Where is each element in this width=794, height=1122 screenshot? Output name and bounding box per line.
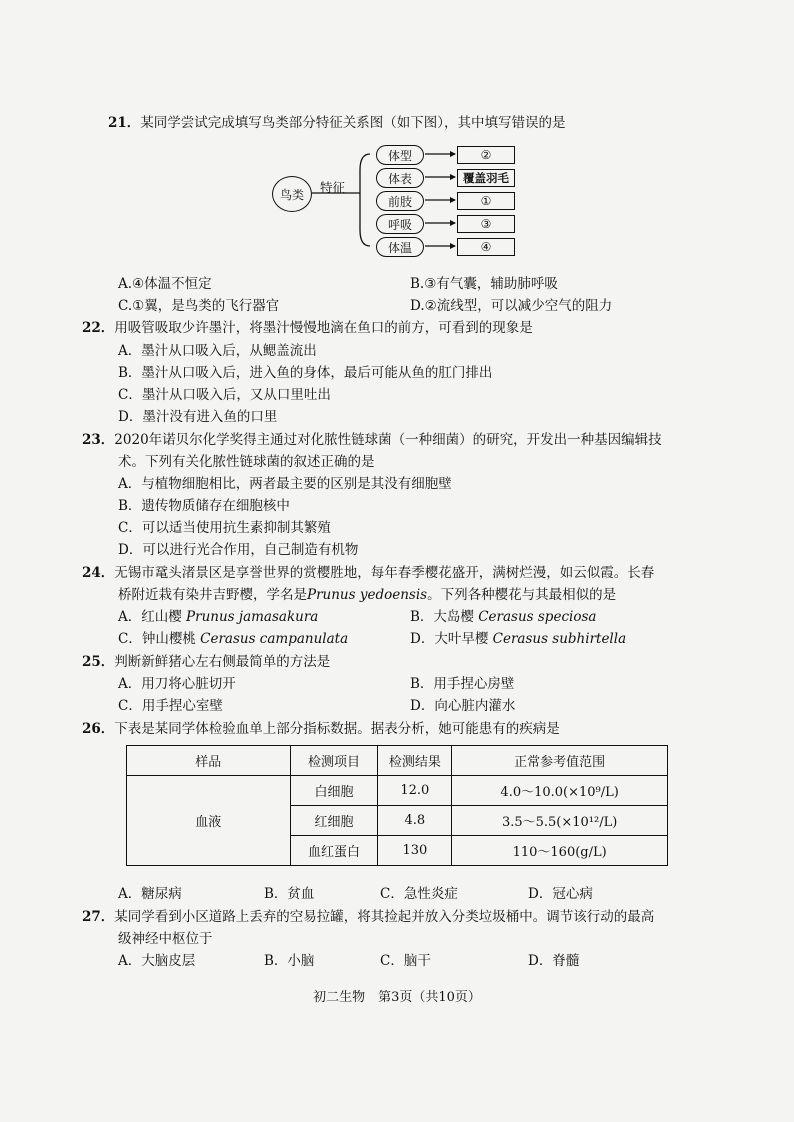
table-cell-item: 血红蛋白 <box>290 836 378 866</box>
q27 <box>82 905 654 925</box>
q24-option-d-cn: D．大叶早樱 <box>410 631 489 647</box>
q21-option-c: C.①翼，是鸟类的飞行器官 <box>118 298 280 314</box>
q24-option-c-latin: Cerasus campanulata <box>200 631 349 647</box>
q26-number: 26． <box>82 721 115 737</box>
q23-option-b: B．遗传物质储存在细胞核中 <box>118 498 290 514</box>
q21-stem: 某同学尝试完成填写鸟类部分特征关系图（如下图），其中填写错误的是 <box>140 115 566 131</box>
diagram-root-oval: 鸟类 <box>272 176 312 212</box>
q26-option-c: C．急性炎症 <box>380 886 458 902</box>
q24 <box>82 561 654 581</box>
q22 <box>82 316 533 336</box>
q23-option-d: D．可以进行光合作用，自己制造有机物 <box>118 542 359 558</box>
bird-feature-diagram <box>270 140 530 265</box>
q24-option-b-cn: B．大岛樱 <box>410 609 474 625</box>
table-cell-range: 4.0～10.0(×10⁹/L) <box>452 776 668 806</box>
q26 <box>82 717 560 737</box>
q26-option-d: D．冠心病 <box>528 886 593 902</box>
q27-option-a: A．大脑皮层 <box>118 953 196 969</box>
table-header-row <box>127 746 668 776</box>
q24-latin-name: Prunus yedoensis <box>307 587 428 603</box>
q24-option-d <box>410 627 626 647</box>
table-cell-result: 4.8 <box>378 806 452 836</box>
q26-option-b: B．贫血 <box>264 886 315 902</box>
q26-option-a: A．糖尿病 <box>118 886 182 902</box>
q23-option-a: A．与植物细胞相比，两者最主要的区别是其没有细胞壁 <box>118 476 452 492</box>
q21-option-a: A.④体温不恒定 <box>118 276 212 292</box>
q24-option-d-latin: Cerasus subhirtella <box>492 631 627 647</box>
q21-option-d: D.②流线型，可以减少空气的阻力 <box>410 298 613 314</box>
diagram-box-4: ④ <box>457 238 515 256</box>
q24-number: 24． <box>82 565 115 581</box>
diagram-box-2: ② <box>457 146 515 164</box>
page-footer: 初二生物 第3页（共10页） <box>313 990 481 1005</box>
table-cell-item: 红细胞 <box>290 806 378 836</box>
q22-number: 22． <box>82 320 115 336</box>
q24-option-a-cn: A．红山樱 <box>118 609 182 625</box>
diagram-box-3: ③ <box>457 215 515 233</box>
table-row <box>127 776 668 806</box>
q23-number: 23． <box>82 432 115 448</box>
q23-stem-line1: 2020年诺贝尔化学奖得主通过对化脓性链球菌（一种细菌）的研究，开发出一种基因编辑技 <box>114 432 662 448</box>
q27-stem-line2: 级神经中枢位于 <box>118 931 213 947</box>
q25-option-a: A．用刀将心脏切开 <box>118 676 236 692</box>
q25-option-d: D．向心脏内灌水 <box>410 698 516 714</box>
diagram-box-feathers: 覆盖羽毛 <box>457 169 515 187</box>
diagram-label-forelimb: 前肢 <box>376 191 424 211</box>
q21-option-b: B.③有气囊，辅助肺呼吸 <box>410 276 558 292</box>
q27-option-c: C．脑干 <box>380 953 431 969</box>
table-cell-range: 3.5～5.5(×10¹²/L) <box>452 806 668 836</box>
table-cell-result: 12.0 <box>378 776 452 806</box>
q22-option-b: B．墨汁从口吸入后，进入鱼的身体，最后可能从鱼的肛门排出 <box>118 365 493 381</box>
q26-stem: 下表是某同学体检验血单上部分指标数据。据表分析，她可能患有的疾病是 <box>114 721 560 737</box>
q24-option-a <box>118 605 318 625</box>
q21 <box>108 111 566 131</box>
diagram-link-label: 特征 <box>320 180 346 195</box>
q23 <box>82 428 662 448</box>
q24-stem-line2 <box>118 583 616 603</box>
q23-option-c: C．可以适当使用抗生素抑制其繁殖 <box>118 520 331 536</box>
q27-number: 27． <box>82 909 115 925</box>
diagram-label-body-shape: 体型 <box>376 145 424 165</box>
q24-stem-line2-start: 桥附近栽有染井吉野樱，学名是 <box>118 587 307 603</box>
table-header-sample: 样品 <box>127 746 291 776</box>
q25-stem: 判断新鲜猪心左右侧最简单的方法是 <box>114 654 331 670</box>
table-cell-result: 130 <box>378 836 452 866</box>
q24-option-c-cn: C．钟山樱桃 <box>118 631 196 647</box>
q24-option-b <box>410 605 596 625</box>
q25-number: 25． <box>82 654 115 670</box>
table-header-result: 检测结果 <box>378 746 452 776</box>
q25-option-b: B．用手捏心房壁 <box>410 676 515 692</box>
q22-option-c: C．墨汁从口吸入后，又从口里吐出 <box>118 387 331 403</box>
q24-stem-line2-end: 。下列各种樱花与其最相似的是 <box>427 587 617 603</box>
diagram-label-body-temp: 体温 <box>376 237 424 257</box>
q24-option-c <box>118 627 348 647</box>
q27-option-d: D．脊髓 <box>528 953 580 969</box>
q22-option-a: A．墨汁从口吸入后，从鳃盖流出 <box>118 343 317 359</box>
q24-stem-line1: 无锡市鼋头渚景区是享誉世界的赏樱胜地，每年春季樱花盛开，满树烂漫，如云似霞。长春 <box>114 565 655 581</box>
blood-test-table <box>126 745 668 866</box>
q24-option-a-latin: Prunus jamasakura <box>186 609 319 625</box>
q23-stem-line2: 术。下列有关化脓性链球菌的叙述正确的是 <box>118 454 375 470</box>
q25-option-c: C．用手捏心室壁 <box>118 698 223 714</box>
q22-option-d: D．墨汁没有进入鱼的口里 <box>118 409 278 425</box>
table-cell-range: 110～160(g/L) <box>452 836 668 866</box>
q27-option-b: B．小脑 <box>264 953 315 969</box>
q21-number: 21． <box>108 115 141 131</box>
diagram-label-body-surface: 体表 <box>376 168 424 188</box>
q24-option-b-latin: Cerasus speciosa <box>478 609 597 625</box>
table-cell-sample: 血液 <box>127 776 291 866</box>
table-cell-item: 白细胞 <box>290 776 378 806</box>
diagram-box-1: ① <box>457 192 515 210</box>
q25 <box>82 650 330 670</box>
table-header-item: 检测项目 <box>290 746 378 776</box>
diagram-label-breathing: 呼吸 <box>376 214 424 234</box>
q27-stem-line1: 某同学看到小区道路上丢弃的空易拉罐，将其捡起并放入分类垃圾桶中。调节该行动的最高 <box>114 909 655 925</box>
q22-stem: 用吸管吸取少许墨汁，将墨汁慢慢地滴在鱼口的前方，可看到的现象是 <box>114 320 533 336</box>
table-header-range: 正常参考值范围 <box>452 746 668 776</box>
